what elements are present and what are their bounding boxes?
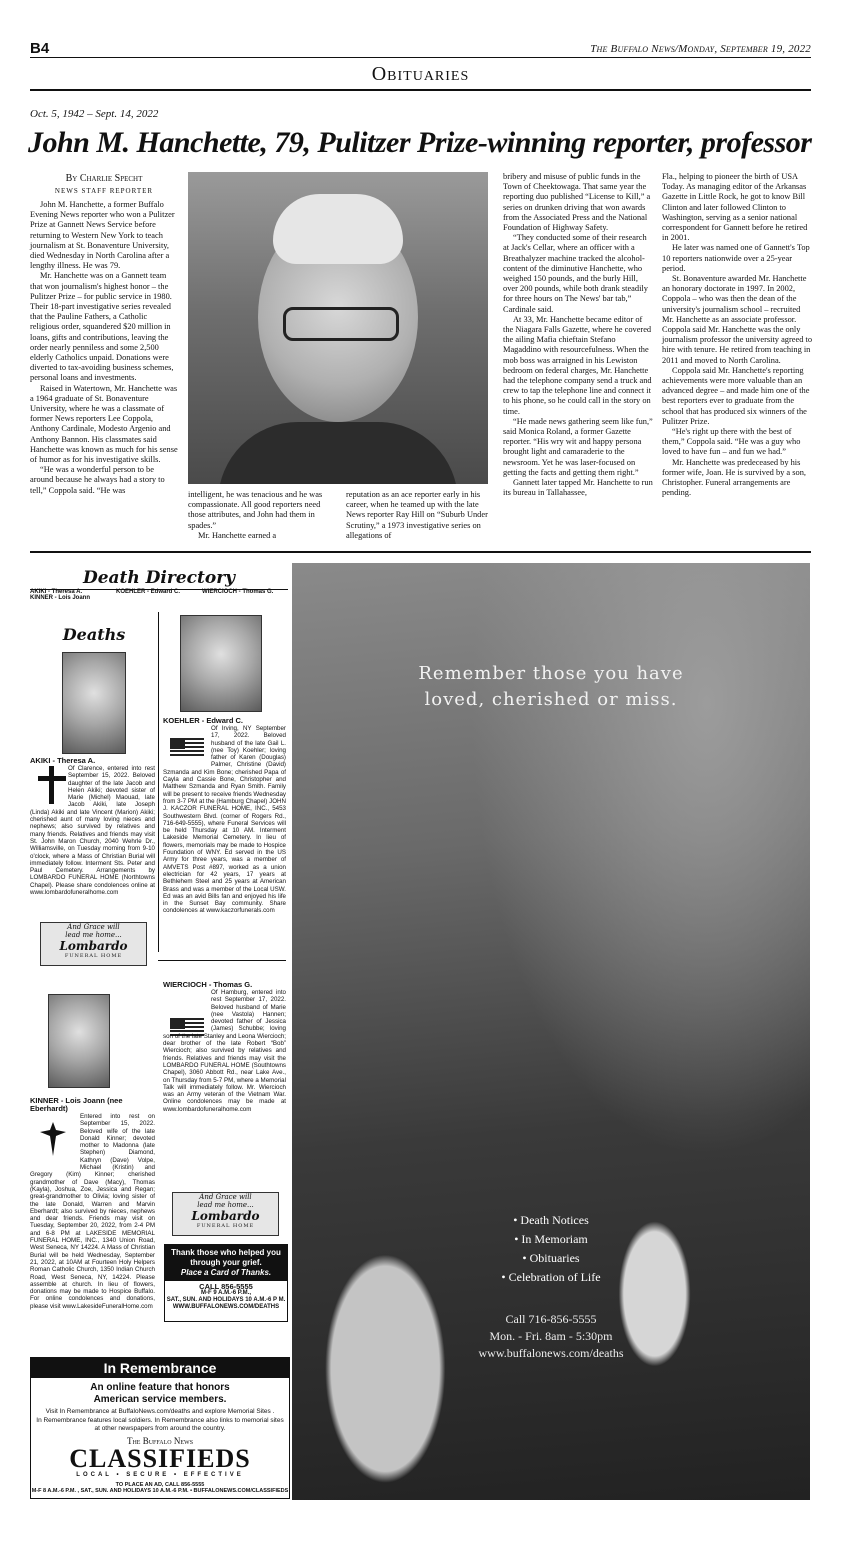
article-col-5 — [662, 172, 812, 499]
death-directory-title: Death Directory — [82, 568, 236, 588]
paragraph: “He made news gathering seem like fun,” said Monica Roland, a former Gazette reporter. “His wry wit and happy persona brought light and camaraderie to the newsroom. Yet he was laser-focused on getting the facts and getting them right.” — [503, 416, 653, 477]
paragraph: “He's right up there with the best of them,” Coppola said. “He was a guy who loved to have fun – and fun we had.” — [662, 427, 801, 457]
byline-role: NEWS STAFF REPORTER — [54, 187, 154, 195]
obit-body-wiercioch: Of Hamburg, entered into rest September 17, 2022. Beloved husband of Marie (nee Vastola) Hannen; devoted father of Jessica (James) Schubbe; loving son of the late Stanley and Leona Wiercioch; dear brother of the late Robert “Bob” Wiercioch; also survived by relatives and friends. Relatives and friends may visit the LOMBARDO FUNERAL HOME (Southtowns Chapel), 3060 Abbott Rd., near Lake Ave., on Thursday from 5-7 PM, where a Memorial Talk will immediately follow. Mr. Wiercioch was an Army veteran of the Vietnam War. Online condolences may be made at www.lombardofuneralhome.com — [163, 989, 286, 1113]
directory-name[interactable]: KOEHLER - Edward C. — [116, 589, 181, 595]
obit-body-akiki: Of Clarence, entered into rest September 15, 2022. Beloved daughter of the late Jacob and Helen Akiki; devoted sister of Marie (Michel) Maouad, late Jacob Akiki, late Joseph (Linda) Akiki and late Vincent (Marion) Akiki; cherished aunt of many loving nieces and nephews; also survived by relatives and many friends. Relatives and friends may visit St. John Maron Church, 2040 Wehrle Dr., Williamsville, on Tuesday morning from 9-10 o'clock, where a Mass of Christian Burial will immediately follow. Interment Sts. Peter and Paul Cemetery. Arrangements by LOMBARDO FUNERAL HOME (Northtowns Chapel). Please share condolences online at www.lombardofuneralhome.com — [30, 765, 155, 897]
akiki-photo — [62, 652, 126, 754]
ad-tagline: Remember those you have — [418, 663, 684, 684]
classifieds-logo: CLASSIFIEDS — [69, 1443, 251, 1473]
koehler-photo — [180, 615, 262, 712]
ad-contact: Call 716-856-5555 Mon. - Fri. 8am - 5:30pm www.buffalonews.com/deaths — [292, 1311, 810, 1362]
paragraph: Gannett later tapped Mr. Hanchette to run its bureau in Tallahassee, — [503, 478, 653, 498]
article-col-1 — [30, 200, 178, 496]
ad-services-list: • Death Notices • In Memoriam • Obituaries • Celebration of Life — [501, 1213, 601, 1284]
paragraph: “He was a wonderful person to be around because he always had a story to tell,” Coppola said. “He was — [30, 465, 165, 495]
obit-name-akiki: AKIKI - Theresa A. — [30, 756, 96, 765]
in-remembrance-title: In Remembrance — [31, 1358, 289, 1378]
buffalo-news-logo: The Buffalo News — [126, 1435, 194, 1446]
article-col-4 — [503, 172, 653, 499]
paragraph: “They conducted some of their research at Jack's Cellar, where an officer with a Breathalyzer machine tracked the alcohol-content of the diminutive Hanchette, who weighed 150 pounds, and the burly Hill, over 200 pounds, while both drank steadily for three hours on The News' bar tab,” Cardinale said. — [503, 233, 648, 314]
paragraph: bribery and misuse of public funds in the Town of Cheektowaga. That same year the reporting duo published “License to Kill,” a series on drunken driving that won awards from the Associated Press and the National Foundation of Highway Safety. — [503, 172, 651, 233]
ad-url-link[interactable]: www.buffalonews.com/deaths — [478, 1346, 624, 1360]
byline: By Charlie Specht — [65, 173, 143, 184]
paragraph: St. Bonaventure awarded Mr. Hanchette an honorary doctorate in 1997. In 2002, Coppola – who was then the dean of the university's journalism school – recruited Mr. Hanchette as an associate professor. Coppola said Mr. Hanchette was the only journalism professor the university agreed to hire with tenure. He retired from teaching in 2011 and moved to North Carolina. — [662, 274, 813, 365]
paragraph: Mr. Hanchette earned a — [198, 530, 277, 540]
paragraph: intelligent, he was tenacious and he was compassionate. All good reporters need those attributes, and John had them in spades.” — [188, 490, 323, 530]
deaths-heading: Deaths — [62, 625, 126, 644]
paragraph: John M. Hanchette, a former Buffalo Evening News reporter who won a Pulitzer Prize at Gannett News Service before returning to Western New York to teach journalism at St. Bonaventure University, died Wednesday in North Carolina after a lengthy illness. He was 79. — [30, 200, 175, 271]
deaths-url-link[interactable]: WWW.BUFFALONEWS.COM/DEATHS — [172, 1304, 280, 1310]
obit-body-koehler: Of Irving, NY September 17, 2022. Beloved husband of the late Gail L. (nee Toy) Koehler; loving father of Karen (Douglas) Palmer, Christine (David) Szmanda and Kim Bone; cherished Papa of Cayla and Cassie Bone, Christopher and Matthew Szmanda and Ryan Smith. Family will be present to receive friends Wednesday from 3-7 PM at the (Hamburg Chapel) JOHN J. KACZOR FUNERAL HOME, INC., 5453 Southwestern Blvd. (corner of Rogers Rd., 716-649-5555), where Funeral Services will be held Thursday at 10 AM. Interment Lakeside Memorial Cemetery. In lieu of flowers, memorials may be made to Hospice Foundation of WNY. Ed served in the US Army for three years, was a member of AMVETS Post #897, worked as a union electrician for 42 years, 17 years at Bethlehem Steel and 25 years at American Brass and was a member of the Local USW. Ed was an avid Bills fan and enjoyed his life in the Sunset Bay community. Share condolences at www.kaczorfunerals.com — [163, 725, 286, 915]
paragraph: reputation as an ace reporter early in his career, when he teamed up with the late News reporter Ray Hill on “Suburb Under Scrutiny,” a 1973 investigative series on allegations of — [346, 490, 488, 540]
section-rule — [30, 89, 811, 91]
section-title: Obituaries — [371, 63, 470, 85]
article-dates: Oct. 5, 1942 – Sept. 14, 2022 — [30, 108, 159, 120]
card-of-thanks-box[interactable]: Thank those who helped you through your grief. Place a Card of Thanks. CALL 856-5555 M-F 9 A.M.-6 P.M., SAT., SUN. AND HOLIDAYS 10 A.M.-6 P M. WWW.BUFFALONEWS.COM/DEATHS — [164, 1244, 288, 1322]
in-remembrance-box: In Remembrance An online feature that honors American service members. Visit In Remembrance at BuffaloNews.com/deaths and explore Memorial Sites . In Remembrance features local soldiers. In Remembrance also links to memorial sites at other newspapers from around the country. The Buffalo News CLASSIFIEDS LOCAL • SECURE • EFFECTIVE TO PLACE AN AD, CALL 856-5555 M-F 8 A.M.-6 P.M. , SAT., SUN. AND HOLIDAYS 10 A.M.-6 P.M. • BUFFALONEWS.COM/CLASSIFIEDS — [30, 1357, 290, 1499]
masthead-date: The Buffalo News/Monday, September 19, 2022 — [590, 43, 811, 55]
article-bottom-rule — [30, 551, 811, 553]
article-col-2 — [188, 490, 336, 541]
paragraph: Fla., helping to pioneer the birth of USA Today. As managing editor of the Arkansas Gazette in Little Rock, he got to know Bill Clinton and later followed Clinton to Washington, serving as a senior national correspondent for Gannett before he retired in 2001. — [662, 172, 808, 243]
obit-separator — [158, 960, 286, 961]
lombardo-logo-1: And Grace will lead me home... Lombardo FUNERAL HOME — [40, 922, 147, 966]
paragraph: Mr. Hanchette was on a Gannett team that won journalism's highest honor – the Pulitzer Prize – for public service in 1980. Their 18-part investigative series revealed that the Pauline Fathers, a Catholic religious order, squandered $20 million in loans, gifts and contributions, leaving the order nearly penniless and some 2,500 elderly Catholics unpaid. Donations were diverted to tax-avoiding business schemes, personal loans and investments. — [30, 271, 174, 383]
column-rule — [158, 612, 159, 952]
page-number: B4 — [30, 40, 50, 57]
lombardo-logo-2: And Grace will lead me home... Lombardo FUNERAL HOME — [172, 1192, 279, 1236]
deaths-advertisement — [292, 563, 810, 1500]
paragraph: Coppola said Mr. Hanchette's reporting achievements were more valuable than an advanced degree – and made him one of the best reporters ever to graduate from the school that has produced six winners of the Pulitzer Prize. — [662, 365, 810, 426]
paragraph: He later was named one of Gannett's Top 10 reporters nationwide over a 25-year period. — [662, 243, 810, 273]
obit-body-kinner: Entered into rest on September 15, 2022. Beloved wife of the late Donald Kinner; devoted mother to Madonna (late Stephen) Diamond, Kathryn (Dave) Volpe, Michael (Kristin) and Gregory (Kim) Kinner; cherished grandmother of Dave (Macy), Thomas (Kayla), Joshua, Zoe, Jessica and Regan; great-grandmother to Olivia; loving sister of the late Donald, Warren and Marvin Eberhardt; also survived by nieces, nephews and dear friends. Friends may visit on Tuesday, September 20, 2022, from 2-4 PM and 6-8 PM at LAKESIDE MEMORIAL FUNERAL HOME, INC., 1340 Union Road, West Seneca, NY 14224. A Mass of Christian Burial will be held Wednesday, September 21, 2022, at 10AM at Fourteen Holy Helpers Roman Catholic Church, 1350 Indian Church Road, West Seneca, NY, 14224. Please assemble at church. In lieu of flowers, donations may be made to Hospice Buffalo. For online condolences and donations, please visit www.LakesideFuneralHome.com — [30, 1113, 155, 1310]
directory-name[interactable]: KINNER - Lois Joann — [30, 595, 91, 601]
obit-name-kinner: KINNER - Lois Joann (nee Eberhardt) — [30, 1096, 123, 1113]
obit-name-wiercioch: WIERCIOCH - Thomas G. — [163, 980, 253, 989]
paragraph: Mr. Hanchette was predeceased by his former wife, Joan. He is survived by a son, Christopher. Funeral arrangements are pending. — [662, 457, 806, 498]
article-photo — [188, 172, 488, 484]
obit-name-koehler: KOEHLER - Edward C. — [163, 716, 244, 725]
article-col-3 — [346, 490, 488, 541]
directory-name[interactable]: AKIKI - Theresa A. — [30, 589, 83, 595]
top-rule — [30, 57, 811, 58]
kinner-photo — [48, 994, 110, 1088]
article-headline: John M. Hanchette, 79, Pulitzer Prize-winning reporter, professor — [28, 126, 812, 159]
ad-tagline: loved, cherished or miss. — [424, 689, 678, 710]
paragraph: At 33, Mr. Hanchette became editor of the Niagara Falls Gazette, where he covered the ailing Mafia chieftain Stefano Magaddino with resourcefulness. When the mob boss was arraigned in his Lewiston bedroom on federal charges, Mr. Hanchette had the telephone company send a truck and crew to tap the telephone line and connect it to his phone, so he could call in the story on time. — [503, 314, 652, 416]
directory-name[interactable]: WIERCIOCH - Thomas G. — [202, 589, 274, 595]
paragraph: Raised in Watertown, Mr. Hanchette was a 1964 graduate of St. Bonaventure University, where he was a classmate of former News reporters Lee Coppola, Anthony Cardinale, Modesto Argenio and Anthony Bannon. His classmates said Hanchette was known as much for his sense of humor as for his investigative skills. — [30, 383, 178, 465]
